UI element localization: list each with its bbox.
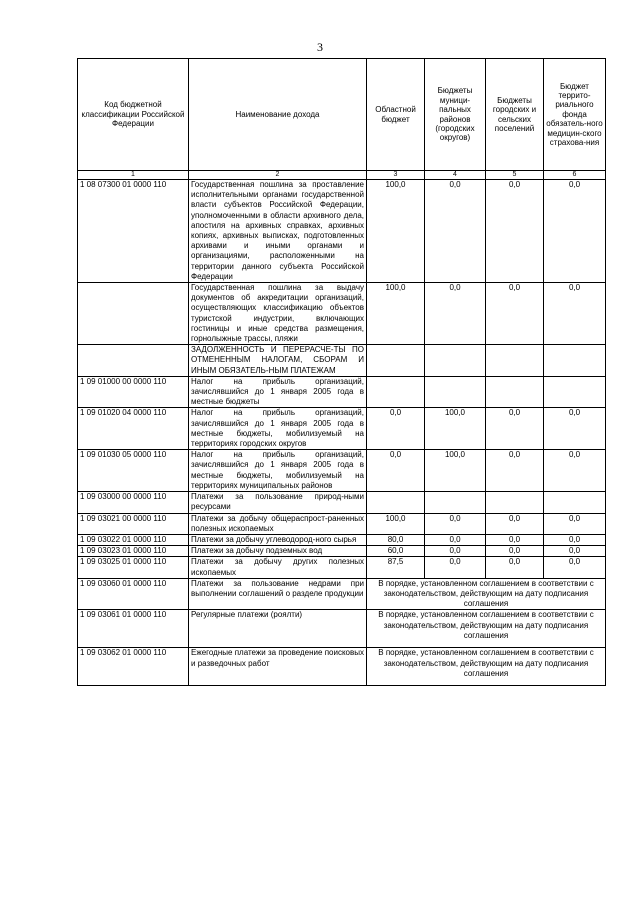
column-number-row [78, 171, 606, 180]
header-regional: Областной бюджет [367, 59, 425, 171]
revenue-distribution-table [77, 58, 606, 686]
column-number: 1 [78, 171, 189, 180]
regional-value: 0,0 [367, 408, 425, 450]
settlements-value [486, 345, 544, 377]
regional-value [367, 376, 425, 408]
row-code: 1 09 01000 00 0000 110 [78, 376, 189, 408]
regional-value: 80,0 [367, 534, 425, 545]
table-row [78, 534, 606, 545]
row-code: 1 09 03021 00 0000 110 [78, 513, 189, 534]
table-row [78, 450, 606, 492]
row-code: 1 09 03062 01 0000 110 [78, 648, 189, 686]
row-name: Платежи за добычу подземных вод [189, 546, 367, 557]
row-code: 1 09 03022 01 0000 110 [78, 534, 189, 545]
table-row [78, 492, 606, 513]
column-number: 3 [367, 171, 425, 180]
settlements-value [486, 376, 544, 408]
regional-value [367, 492, 425, 513]
settlements-value: 0,0 [486, 513, 544, 534]
table-row [78, 283, 606, 345]
table-row [78, 180, 606, 283]
column-number: 5 [486, 171, 544, 180]
row-name: Платежи за пользование природ-ными ресурсами [189, 492, 367, 513]
row-name: Государственная пошлина за выдачу документов об аккредитации организаций, осуществляющих классификацию объектов туристской индустрии, включающих гостиницы и иные средства размещения, горнолыжные трассы, пляжи [189, 283, 367, 345]
settlements-value: 0,0 [486, 450, 544, 492]
header-medical-fund: Бюджет террито-риального фонда обязатель-ного медицин-ского страхова-ния [544, 59, 606, 171]
medical-fund-value: 0,0 [544, 408, 606, 450]
table-row [78, 345, 606, 377]
row-name: Налог на прибыль организаций, зачислявшийся до 1 января 2005 года в местные бюджеты [189, 376, 367, 408]
row-code: 1 09 03023 01 0000 110 [78, 546, 189, 557]
agreement-note: В порядке, установленном соглашением в соответствии с законодательством, действующим на дату подписания соглашения [367, 648, 606, 686]
medical-fund-value [544, 376, 606, 408]
settlements-value: 0,0 [486, 557, 544, 578]
row-code: 1 09 01030 05 0000 110 [78, 450, 189, 492]
table-row [78, 376, 606, 408]
regional-value: 87,5 [367, 557, 425, 578]
municipal-value: 0,0 [425, 513, 486, 534]
regional-value [367, 345, 425, 377]
row-name: Ежегодные платежи за проведение поисковых и разведочных работ [189, 648, 367, 686]
header-code: Код бюджетной классификации Российской Федерации [78, 59, 189, 171]
column-number: 4 [425, 171, 486, 180]
row-code: 1 09 03025 01 0000 110 [78, 557, 189, 578]
row-code: 1 09 03061 01 0000 110 [78, 610, 189, 648]
agreement-note: В порядке, установленном соглашением в соответствии с законодательством, действующим на дату подписания соглашения [367, 610, 606, 648]
medical-fund-value: 0,0 [544, 450, 606, 492]
table-row [78, 513, 606, 534]
row-name: Платежи за добычу углеводород-ного сырья [189, 534, 367, 545]
settlements-value: 0,0 [486, 534, 544, 545]
table-row [78, 610, 606, 648]
regional-value: 100,0 [367, 513, 425, 534]
row-code: 1 08 07300 01 0000 110 [78, 180, 189, 283]
settlements-value: 0,0 [486, 408, 544, 450]
column-number: 6 [544, 171, 606, 180]
row-code: 1 09 03000 00 0000 110 [78, 492, 189, 513]
settlements-value [486, 492, 544, 513]
municipal-value [425, 376, 486, 408]
row-name: Государственная пошлина за проставление исполнительными органами государственной власти субъектов Российской Федерации, уполномоченными в области архивного дела, апостиля на архивных справках, архивных копиях, архивных выписках, подготовленных архивами и иными органами и организациями, расположенными на территории данного субъекта Российской Федерации [189, 180, 367, 283]
medical-fund-value: 0,0 [544, 513, 606, 534]
municipal-value: 0,0 [425, 180, 486, 283]
agreement-note: В порядке, установленном соглашением в соответствии с законодательством, действующим на дату подписания соглашения [367, 578, 606, 610]
medical-fund-value [544, 345, 606, 377]
settlements-value: 0,0 [486, 180, 544, 283]
header-municipal: Бюджеты муници-пальных районов (городских округов) [425, 59, 486, 171]
row-name: Платежи за добычу других полезных ископаемых [189, 557, 367, 578]
table-row [78, 546, 606, 557]
table-row [78, 557, 606, 578]
municipal-value: 0,0 [425, 534, 486, 545]
medical-fund-value: 0,0 [544, 546, 606, 557]
settlements-value: 0,0 [486, 546, 544, 557]
medical-fund-value: 0,0 [544, 180, 606, 283]
regional-value: 100,0 [367, 283, 425, 345]
row-code: 1 09 01020 04 0000 110 [78, 408, 189, 450]
section-heading: ЗАДОЛЖЕННОСТЬ И ПЕРЕРАСЧЕ-ТЫ ПО ОТМЕНЕННЫМ НАЛОГАМ, СБОРАМ И ИНЫМ ОБЯЗАТЕЛЬ-НЫМ ПЛАТЕЖАМ [189, 345, 367, 377]
row-name: Налог на прибыль организаций, зачислявшийся до 1 января 2005 года в местные бюджеты, мобилизуемый на территориях городских округов [189, 408, 367, 450]
municipal-value: 0,0 [425, 283, 486, 345]
row-name: Платежи за добычу общераспрост-раненных полезных ископаемых [189, 513, 367, 534]
table-row [78, 578, 606, 610]
header-row [78, 59, 606, 171]
settlements-value: 0,0 [486, 283, 544, 345]
header-settlements: Бюджеты городских и сельских поселений [486, 59, 544, 171]
regional-value: 100,0 [367, 180, 425, 283]
medical-fund-value: 0,0 [544, 557, 606, 578]
medical-fund-value: 0,0 [544, 283, 606, 345]
table-row [78, 648, 606, 686]
regional-value: 60,0 [367, 546, 425, 557]
page-number: 3 [317, 40, 323, 54]
row-name: Налог на прибыль организаций, зачислявшийся до 1 января 2005 года в местные бюджеты, мобилизуемый на территориях муниципальных районов [189, 450, 367, 492]
row-code: 1 09 03060 01 0000 110 [78, 578, 189, 610]
municipal-value: 0,0 [425, 557, 486, 578]
header-name: Наименование дохода [189, 59, 367, 171]
municipal-value: 0,0 [425, 546, 486, 557]
municipal-value [425, 492, 486, 513]
row-code [78, 345, 189, 377]
table-row [78, 408, 606, 450]
row-name: Регулярные платежи (роялти) [189, 610, 367, 648]
municipal-value: 100,0 [425, 408, 486, 450]
municipal-value [425, 345, 486, 377]
column-number: 2 [189, 171, 367, 180]
regional-value: 0,0 [367, 450, 425, 492]
medical-fund-value: 0,0 [544, 534, 606, 545]
row-code [78, 283, 189, 345]
row-name: Платежи за пользование недрами при выполнении соглашений о разделе продукции [189, 578, 367, 610]
municipal-value: 100,0 [425, 450, 486, 492]
medical-fund-value [544, 492, 606, 513]
